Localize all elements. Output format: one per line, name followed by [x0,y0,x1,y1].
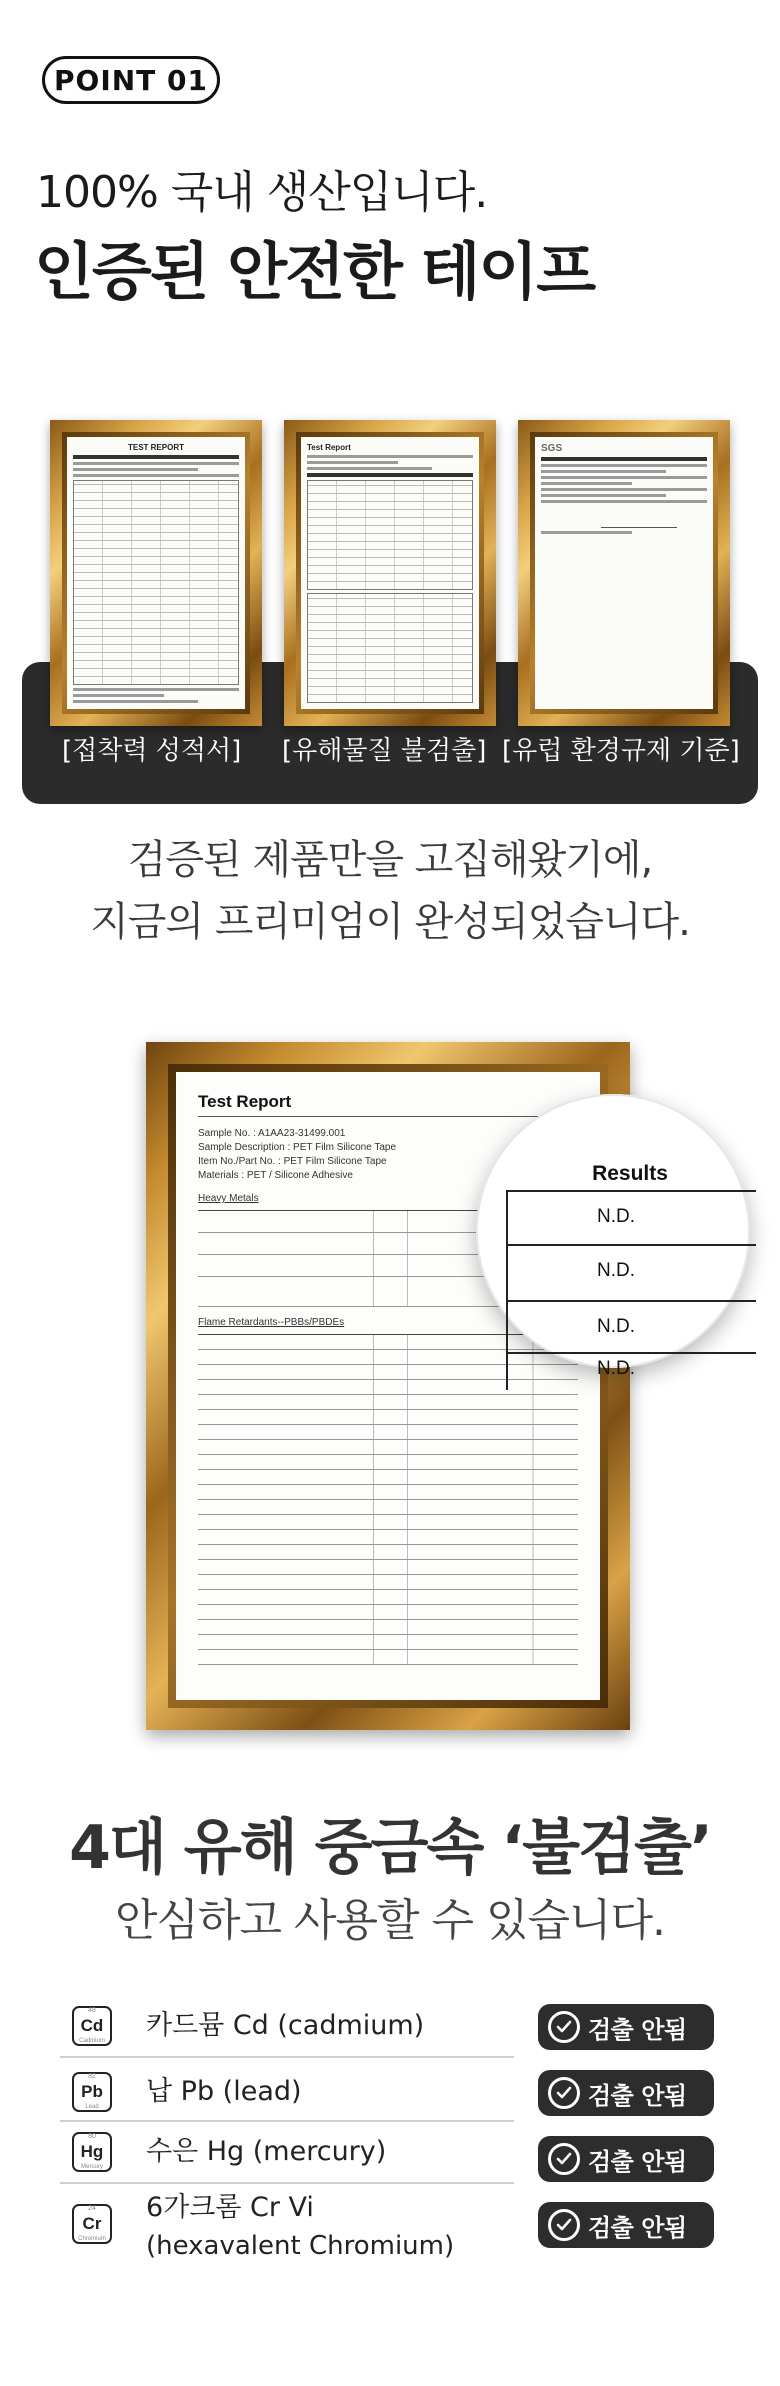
report-meta-4: Materials : PET / Silicone Adhesive [198,1170,353,1181]
report-meta-3: Item No./Part No. : PET Film Silicone Tape [198,1156,387,1167]
result-value: N.D. [597,1316,635,1337]
section-title: 4대 유해 중금속 ‘불검출’ [69,1813,711,1883]
status-badge: 검출 안됨 [538,2202,714,2248]
results-header: Results [592,1162,668,1185]
metal-name: 수은 Hg (mercury) [146,2136,387,2167]
status-badge: 검출 안됨 [538,2136,714,2182]
divider [60,2120,514,2122]
metal-name: 6가크롬 Cr Vi [146,2192,314,2223]
check-circle-icon [548,2143,580,2175]
headline-subtitle: 100% 국내 생산입니다. [36,167,488,218]
certificate-doc-title: Test Report [307,443,351,452]
certificate-label-hazardous: [유해물질 불검출] [282,736,487,766]
check-circle-icon [548,2011,580,2043]
divider [60,2182,514,2184]
certificate-frame-hazardous [284,420,496,726]
section-subtitle: 안심하고 사용할 수 있습니다. [115,1895,665,1946]
chromium-element-icon: 24 Cr Chromium [72,2204,112,2244]
results-magnifier [476,1094,750,1379]
status-badge: 검출 안됨 [538,2004,714,2050]
report-table-flame-retardants [198,1334,578,1665]
report-meta-2: Sample Description : PET Film Silicone Tape [198,1142,397,1153]
certificate-label-eu: [유럽 환경규제 기준] [502,736,740,766]
certificate-frame-adhesion [50,420,262,726]
metal-name-secondary: (hexavalent Chromium) [146,2231,455,2261]
metal-name: 카드뮴 Cd (cadmium) [146,2010,425,2041]
report-meta-1: Sample No. : A1AA23-31499.001 [198,1128,346,1139]
check-circle-icon [548,2077,580,2109]
check-circle-icon [548,2209,580,2241]
copy-line-2: 지금의 프리미엄이 완성되었습니다. [90,899,690,945]
result-value: N.D. [597,1358,635,1379]
signature [601,510,677,528]
copy-line-1: 검증된 제품만을 고집해왔기에, [127,837,653,883]
certificate-frame-eu [518,420,730,726]
report-title: Test Report [198,1092,578,1117]
divider [60,2056,514,2058]
status-badge: 검출 안됨 [538,2070,714,2116]
report-section-heavy-metals: Heavy Metals [198,1193,259,1204]
metal-name: 납 Pb (lead) [146,2076,302,2107]
lead-element-icon: 82 Pb Lead [72,2072,112,2112]
result-value: N.D. [597,1260,635,1281]
point-badge: POINT 01 [42,56,220,104]
headline-title: 인증된 안전한 테이프 [34,235,595,308]
cadmium-element-icon: 48 Cd Cadmium [72,2006,112,2046]
report-section-flame-retardants: Flame Retardants--PBBs/PBDEs [198,1317,345,1328]
sgs-logo: SGS [541,443,563,454]
result-value: N.D. [597,1206,635,1227]
certificate-doc-title: TEST REPORT [127,443,184,452]
mercury-element-icon: 80 Hg Mercury [72,2132,112,2172]
certificate-label-adhesion: [접착력 성적서] [62,736,242,766]
